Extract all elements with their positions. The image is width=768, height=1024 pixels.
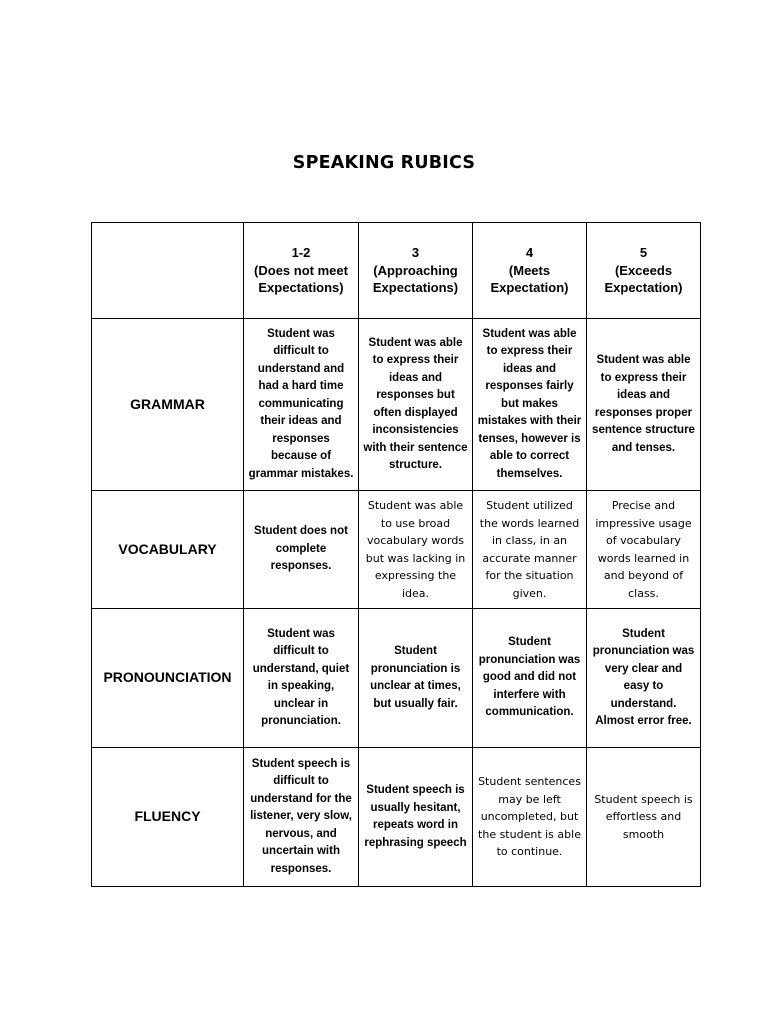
rubric-row-vocabulary xyxy=(92,491,701,609)
header-label-line2: Expectation) xyxy=(604,280,683,296)
header-row xyxy=(92,223,701,319)
header-score: 1-2 xyxy=(291,245,311,261)
header-label-line1: (Exceeds xyxy=(614,262,673,278)
descriptor-cell: Student sentences may be left uncompleted, but the student is able to continue. xyxy=(473,748,587,887)
descriptor-cell: Precise and impressive usage of vocabulary words learned in and beyond of class. xyxy=(587,491,701,609)
criterion-fluency: FLUENCY xyxy=(92,748,244,887)
header-label-line2: Expectation) xyxy=(490,280,569,296)
header-label-line1: (Meets xyxy=(508,262,551,278)
descriptor-cell: Student does not complete responses. xyxy=(244,491,359,609)
descriptor-cell: Student was difficult to understand, quiet in speaking, unclear in pronunciation. xyxy=(244,609,359,748)
header-label-line2: Expectations) xyxy=(372,280,459,296)
descriptor-cell: Student was able to express their ideas and responses proper sentence structure and tenses. xyxy=(587,319,701,491)
rubric-row-fluency xyxy=(92,748,701,887)
header-cell-4 xyxy=(473,223,587,319)
header-empty-cell xyxy=(92,223,244,319)
header-label-line2: Expectations) xyxy=(258,280,344,296)
header-score: 5 xyxy=(639,245,648,261)
rubric-row-pronounciation xyxy=(92,609,701,748)
descriptor-cell: Student speech is usually hesitant, repeats word in rephrasing speech xyxy=(359,748,473,887)
descriptor-cell: Student pronunciation was good and did not interfere with communication. xyxy=(473,609,587,748)
page-title: SPEAKING RUBICS xyxy=(292,153,476,173)
descriptor-cell: Student utilized the words learned in class, in an accurate manner for the situation given. xyxy=(473,491,587,609)
descriptor-cell: Student was able to express their ideas and responses fairly but makes mistakes with their tenses, however is able to correct themselves. xyxy=(473,319,587,491)
descriptor-cell: Student was able to use broad vocabulary words but was lacking in expressing the idea. xyxy=(359,491,473,609)
header-label-line1: (Does not meet xyxy=(254,262,348,278)
header-cell-5 xyxy=(587,223,701,319)
descriptor-cell: Student was able to express their ideas and responses but often displayed inconsistencies with their sentence structure. xyxy=(359,319,473,491)
rubric-table xyxy=(91,222,701,887)
rubric-row-grammar xyxy=(92,319,701,491)
criterion-pronounciation: PRONOUNCIATION xyxy=(92,609,244,748)
header-cell-3 xyxy=(359,223,473,319)
descriptor-cell: Student pronunciation was very clear and easy to understand. Almost error free. xyxy=(587,609,701,748)
descriptor-cell: Student pronunciation is unclear at times, but usually fair. xyxy=(359,609,473,748)
criterion-vocabulary: VOCABULARY xyxy=(92,491,244,609)
criterion-grammar: GRAMMAR xyxy=(92,319,244,491)
descriptor-cell: Student speech is effortless and smooth xyxy=(587,748,701,887)
descriptor-cell: Student was difficult to understand and had a hard time communicating their ideas and responses because of grammar mistakes. xyxy=(244,319,359,491)
header-label-line1: (Approaching xyxy=(373,262,458,278)
header-score: 4 xyxy=(525,245,534,261)
header-cell-1-2 xyxy=(244,223,359,319)
header-score: 3 xyxy=(411,245,420,261)
descriptor-cell: Student speech is difficult to understand for the listener, very slow, nervous, and uncertain with responses. xyxy=(244,748,359,887)
